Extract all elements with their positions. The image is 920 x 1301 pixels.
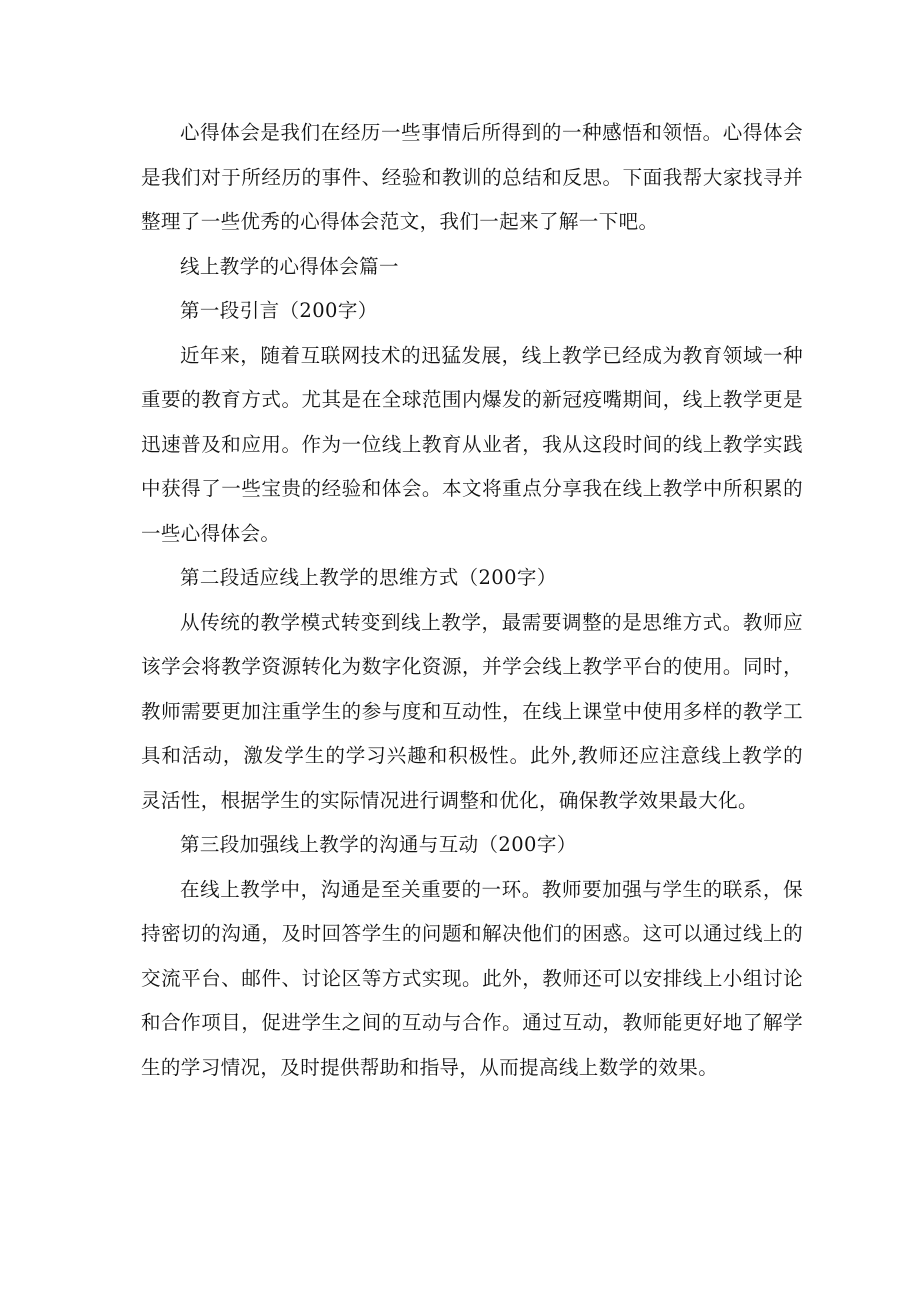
intro-paragraph: 心得体会是我们在经历一些事情后所得到的一种感悟和领悟。心得体会是我们对于所经历的事件、经验和教训的总结和反思。下面我帮大家找寻并整理了一些优秀的心得体会范文，我们一起来了解一下吧。	[141, 121, 803, 233]
section-heading: 第三段加强线上教学的沟通与互动（200字）	[180, 833, 577, 856]
section-paragraph: 从传统的教学模式转变到线上教学，最需要调整的是思维方式。教师应该学会将教学资源转化为数字化资源，并学会线上教学平台的使用。同时，教师需要更加注重学生的参与度和互动性，在线上课堂中使用多样的教学工具和活动，激发学生的学习兴趣和积极性。此外,教师还应注意线上教学的灵活性，根据学生的实际情况进行调整和优化，确保教学效果最大化。	[141, 610, 803, 812]
document-body	[141, 111, 803, 1090]
section-heading: 第一段引言（200字）	[180, 299, 378, 322]
section-heading: 第二段适应线上教学的思维方式（200字）	[180, 566, 557, 589]
article-title: 线上教学的心得体会篇一	[180, 254, 399, 278]
section-paragraph: 近年来，随着互联网技术的迅猛发展，线上教学已经成为教育领域一种重要的教育方式。尤其是在全球范围内爆发的新冠疫嘴期间，线上教学更是迅速普及和应用。作为一位线上教育从业者，我从这段时间的线上教学实践中获得了一些宝贵的经验和体会。本文将重点分享我在线上教学中所积累的一些心得体会。	[141, 343, 803, 545]
section-paragraph: 在线上教学中，沟通是至关重要的一环。教师要加强与学生的联系，保持密切的沟通，及时回答学生的问题和解决他们的困惑。这可以通过线上的交流平台、邮件、讨论区等方式实现。此外，教师还可以安排线上小组讨论和合作项目，促进学生之间的互动与合作。通过互动，教师能更好地了解学生的学习情况，及时提供帮助和指导，从而提高线上数学的效果。	[141, 877, 803, 1079]
